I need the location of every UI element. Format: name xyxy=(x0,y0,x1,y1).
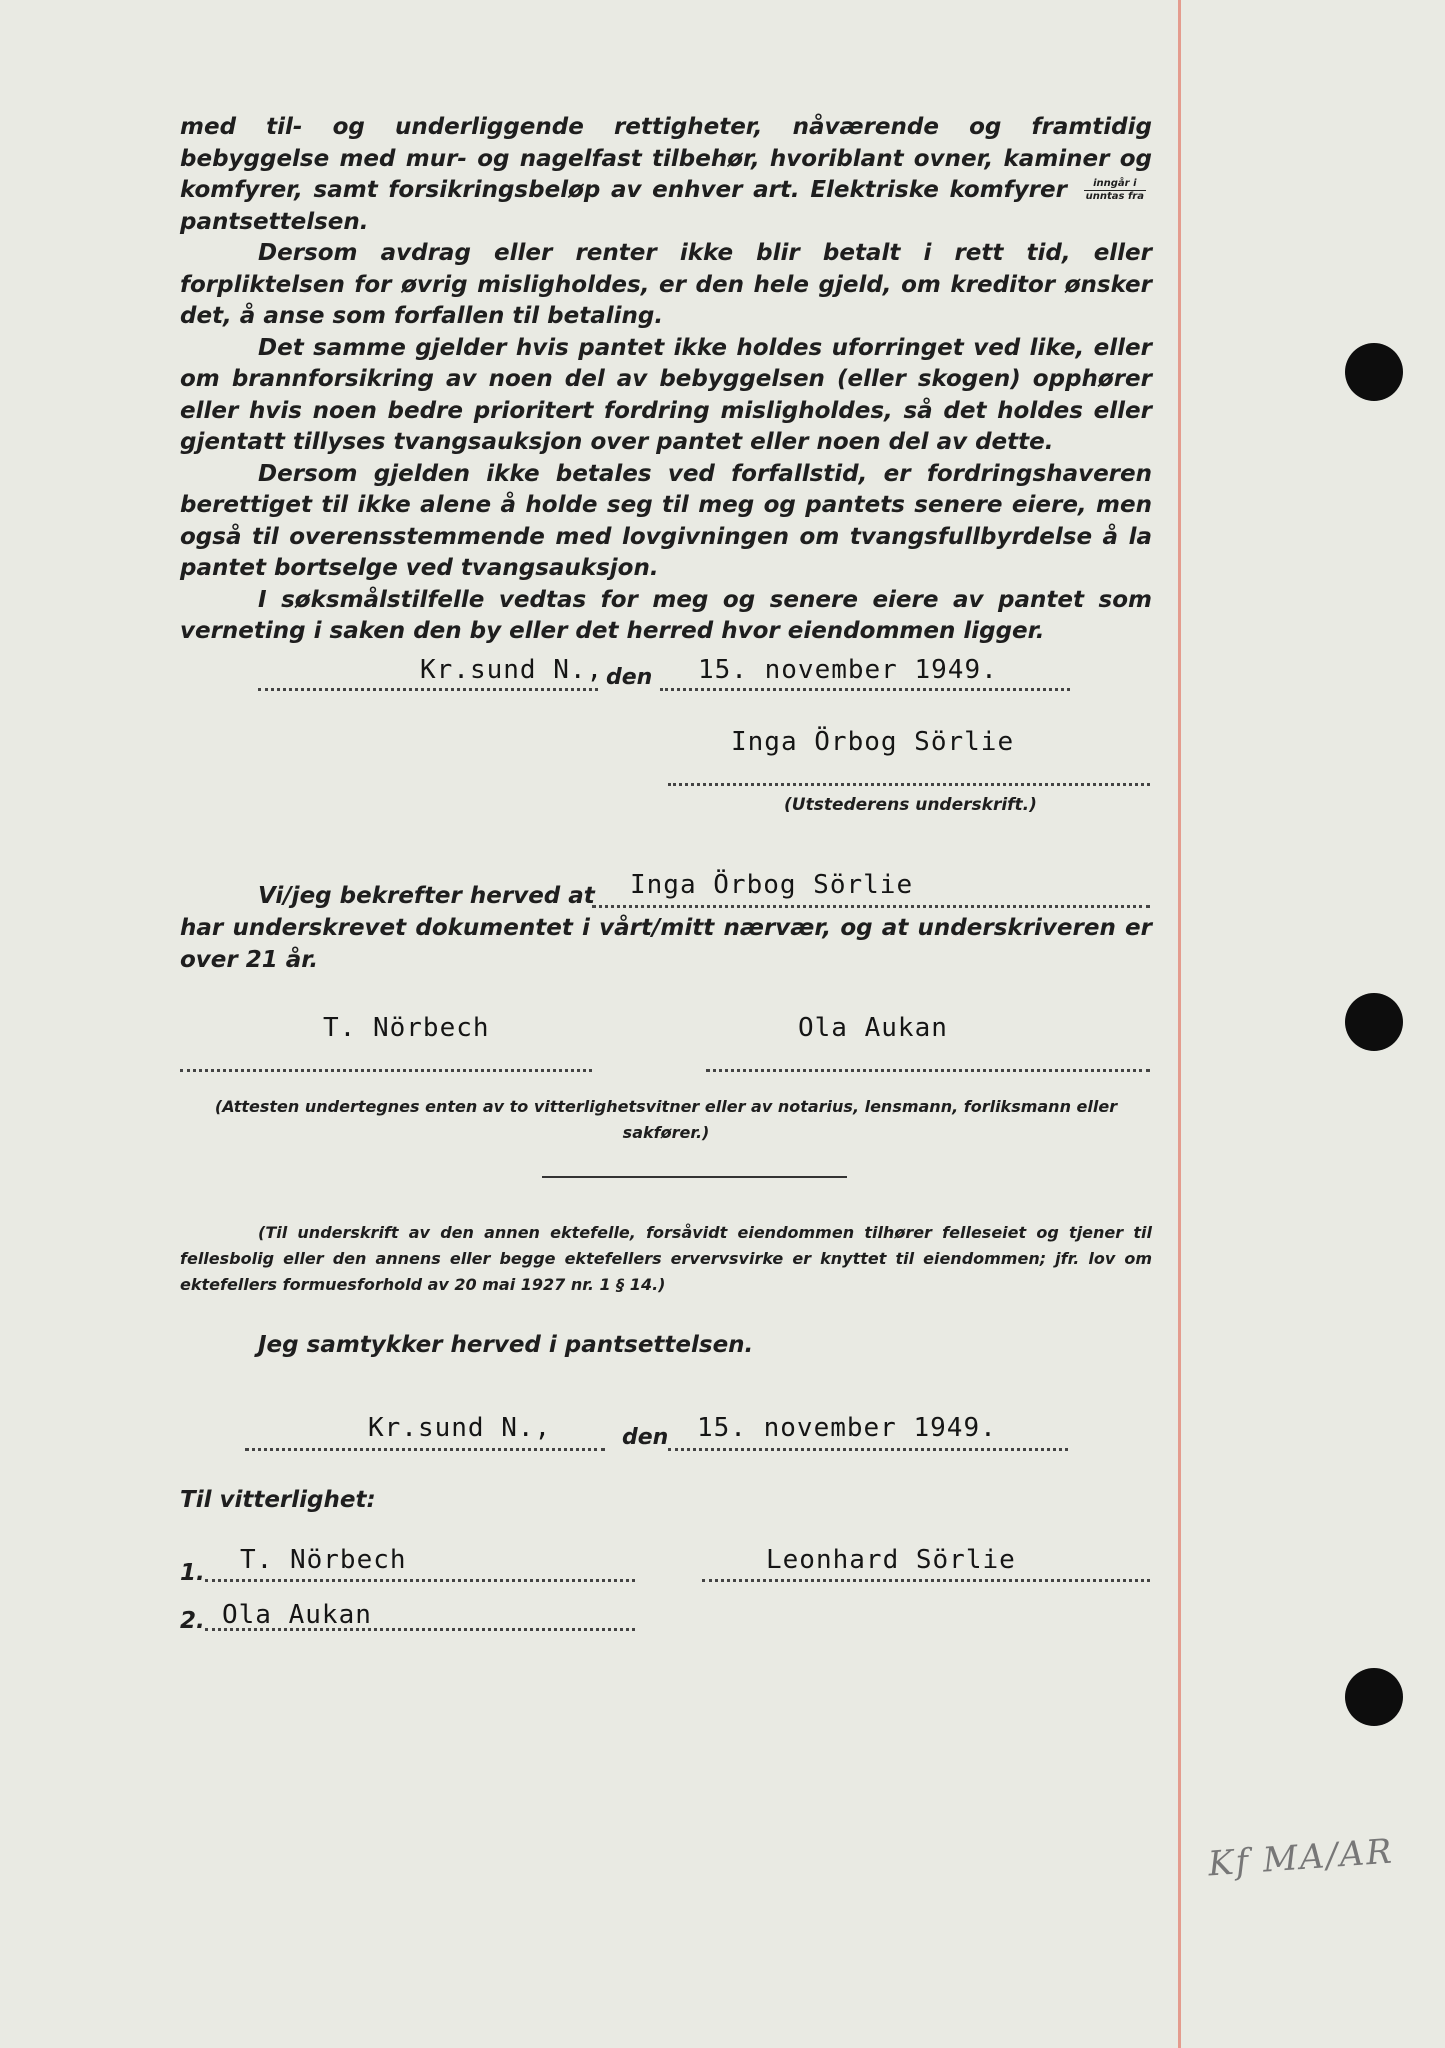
witness-heading: Til vitterlighet: xyxy=(180,1487,376,1513)
witness-1-signature: T. Nörbech xyxy=(323,1013,490,1043)
spouse-witness-1-dots xyxy=(205,1579,635,1582)
confirmation-prefix: Vi/jeg bekrefter herved at xyxy=(258,883,595,909)
issuer-signature: Inga Örbog Sörlie xyxy=(731,727,1015,757)
witness-number-1: 1. xyxy=(180,1560,205,1586)
consent-text: Jeg samtykker herved i pantsettelsen. xyxy=(258,1332,754,1358)
confirmation-text: har underskrevet dokumentet i vårt/mitt nærvær, og at underskriveren er over 21 år. xyxy=(180,915,1152,973)
paragraph-rights-text: med til- og underliggende rettigheter, nåværende og framtidig bebyggelse med mur- og nagelfast tilbehør, hvoriblant ovner, kaminer og komfyrer, samt forsikringsbeløp av enhver art. Elektriske komfyrer xyxy=(180,114,1152,203)
fraction-denominator: unntas fra xyxy=(1085,191,1144,202)
paragraph-venue: I søksmålstilfelle vedtas for meg og senere eiere av pantet som verneting i saken den by eller det herred hvor eiendommen ligger. xyxy=(180,586,1152,644)
punch-hole-top xyxy=(1345,343,1403,401)
fraction-numerator: inngår i xyxy=(1084,178,1146,191)
paragraph-insurance: Det samme gjelder hvis pantet ikke holdes uforringet ved like, eller om brannforsikring av noen del av bebyggelsen (eller skogen) opphører eller hvis noen bedre prioritert fordring misligholdes, så det holdes eller gjentatt tillyses tvangsauksjon over pantet eller noen del av dette. xyxy=(180,334,1152,455)
issue-place: Kr.sund N., xyxy=(420,655,604,685)
witness-1-dots xyxy=(180,1069,592,1072)
date-dots-2 xyxy=(668,1448,1068,1451)
margin-note-handwritten: Kf MA/AR xyxy=(1206,1831,1395,1885)
spouse-witness-1: T. Nörbech xyxy=(240,1545,407,1575)
confirmation-dots xyxy=(592,905,1150,908)
place-dots-2 xyxy=(245,1448,605,1451)
issue-date: 15. november 1949. xyxy=(698,655,998,685)
paragraph-rights xyxy=(180,112,1152,238)
confirmation-name: Inga Örbog Sörlie xyxy=(630,870,914,900)
confirmation-block xyxy=(180,913,1152,976)
spouse-date: 15. november 1949. xyxy=(697,1413,997,1443)
issuer-caption: (Utstederens underskrift.) xyxy=(784,795,1037,815)
witness-2-dots xyxy=(706,1069,1150,1072)
witness-2-signature: Ola Aukan xyxy=(798,1013,948,1043)
attest-caption: (Attesten undertegnes enten av to vitterlighetsvitner eller av notarius, lensmann, forliksmann eller sakfører.) xyxy=(214,1097,1118,1142)
legal-text xyxy=(180,112,1152,648)
spouse-witness-2: Ola Aukan xyxy=(222,1600,372,1630)
spouse-signature: Leonhard Sörlie xyxy=(766,1545,1016,1575)
spouse-witness-2-dots xyxy=(205,1628,635,1631)
spouse-signature-dots xyxy=(702,1579,1150,1582)
spouse-place: Kr.sund N., xyxy=(368,1413,552,1443)
punch-hole-middle xyxy=(1345,993,1403,1051)
place-dots xyxy=(258,688,598,691)
paragraph-rights-end: pantsettelsen. xyxy=(180,208,369,235)
margin-rule xyxy=(1178,0,1181,2048)
den-label: den xyxy=(606,665,653,690)
date-dots xyxy=(660,688,1070,691)
fraction-choice xyxy=(1084,178,1146,203)
paragraph-default: Dersom avdrag eller renter ikke blir betalt i rett tid, eller forpliktelsen for øvrig misligholdes, er den hele gjeld, om kreditor ønsker det, å anse som forfallen til betaling. xyxy=(180,240,1152,329)
section-divider xyxy=(542,1176,847,1178)
punch-hole-bottom xyxy=(1345,1668,1403,1726)
issuer-signature-dots xyxy=(668,783,1150,786)
spouse-note: (Til underskrift av den annen ektefelle, forsåvidt eiendommen tilhører felleseiet og tjener til fellesbolig eller den annens eller begge ektefellers ervervsvirke er knyttet til eiendommen; jfr. lov om ektefellers formuesforhold av 20 mai 1927 nr. 1 § 14.) xyxy=(180,1223,1152,1294)
witness-number-2: 2. xyxy=(180,1608,205,1634)
paragraph-forced-sale: Dersom gjelden ikke betales ved forfallstid, er fordringshaveren berettiget til ikke alene å holde seg til meg og pantets senere eiere, men også til overensstemmende med lovgivningen om tvangsfullbyrdelse å la pantet bortselge ved tvangsauksjon. xyxy=(180,460,1152,581)
den-label-2: den xyxy=(622,1425,669,1450)
